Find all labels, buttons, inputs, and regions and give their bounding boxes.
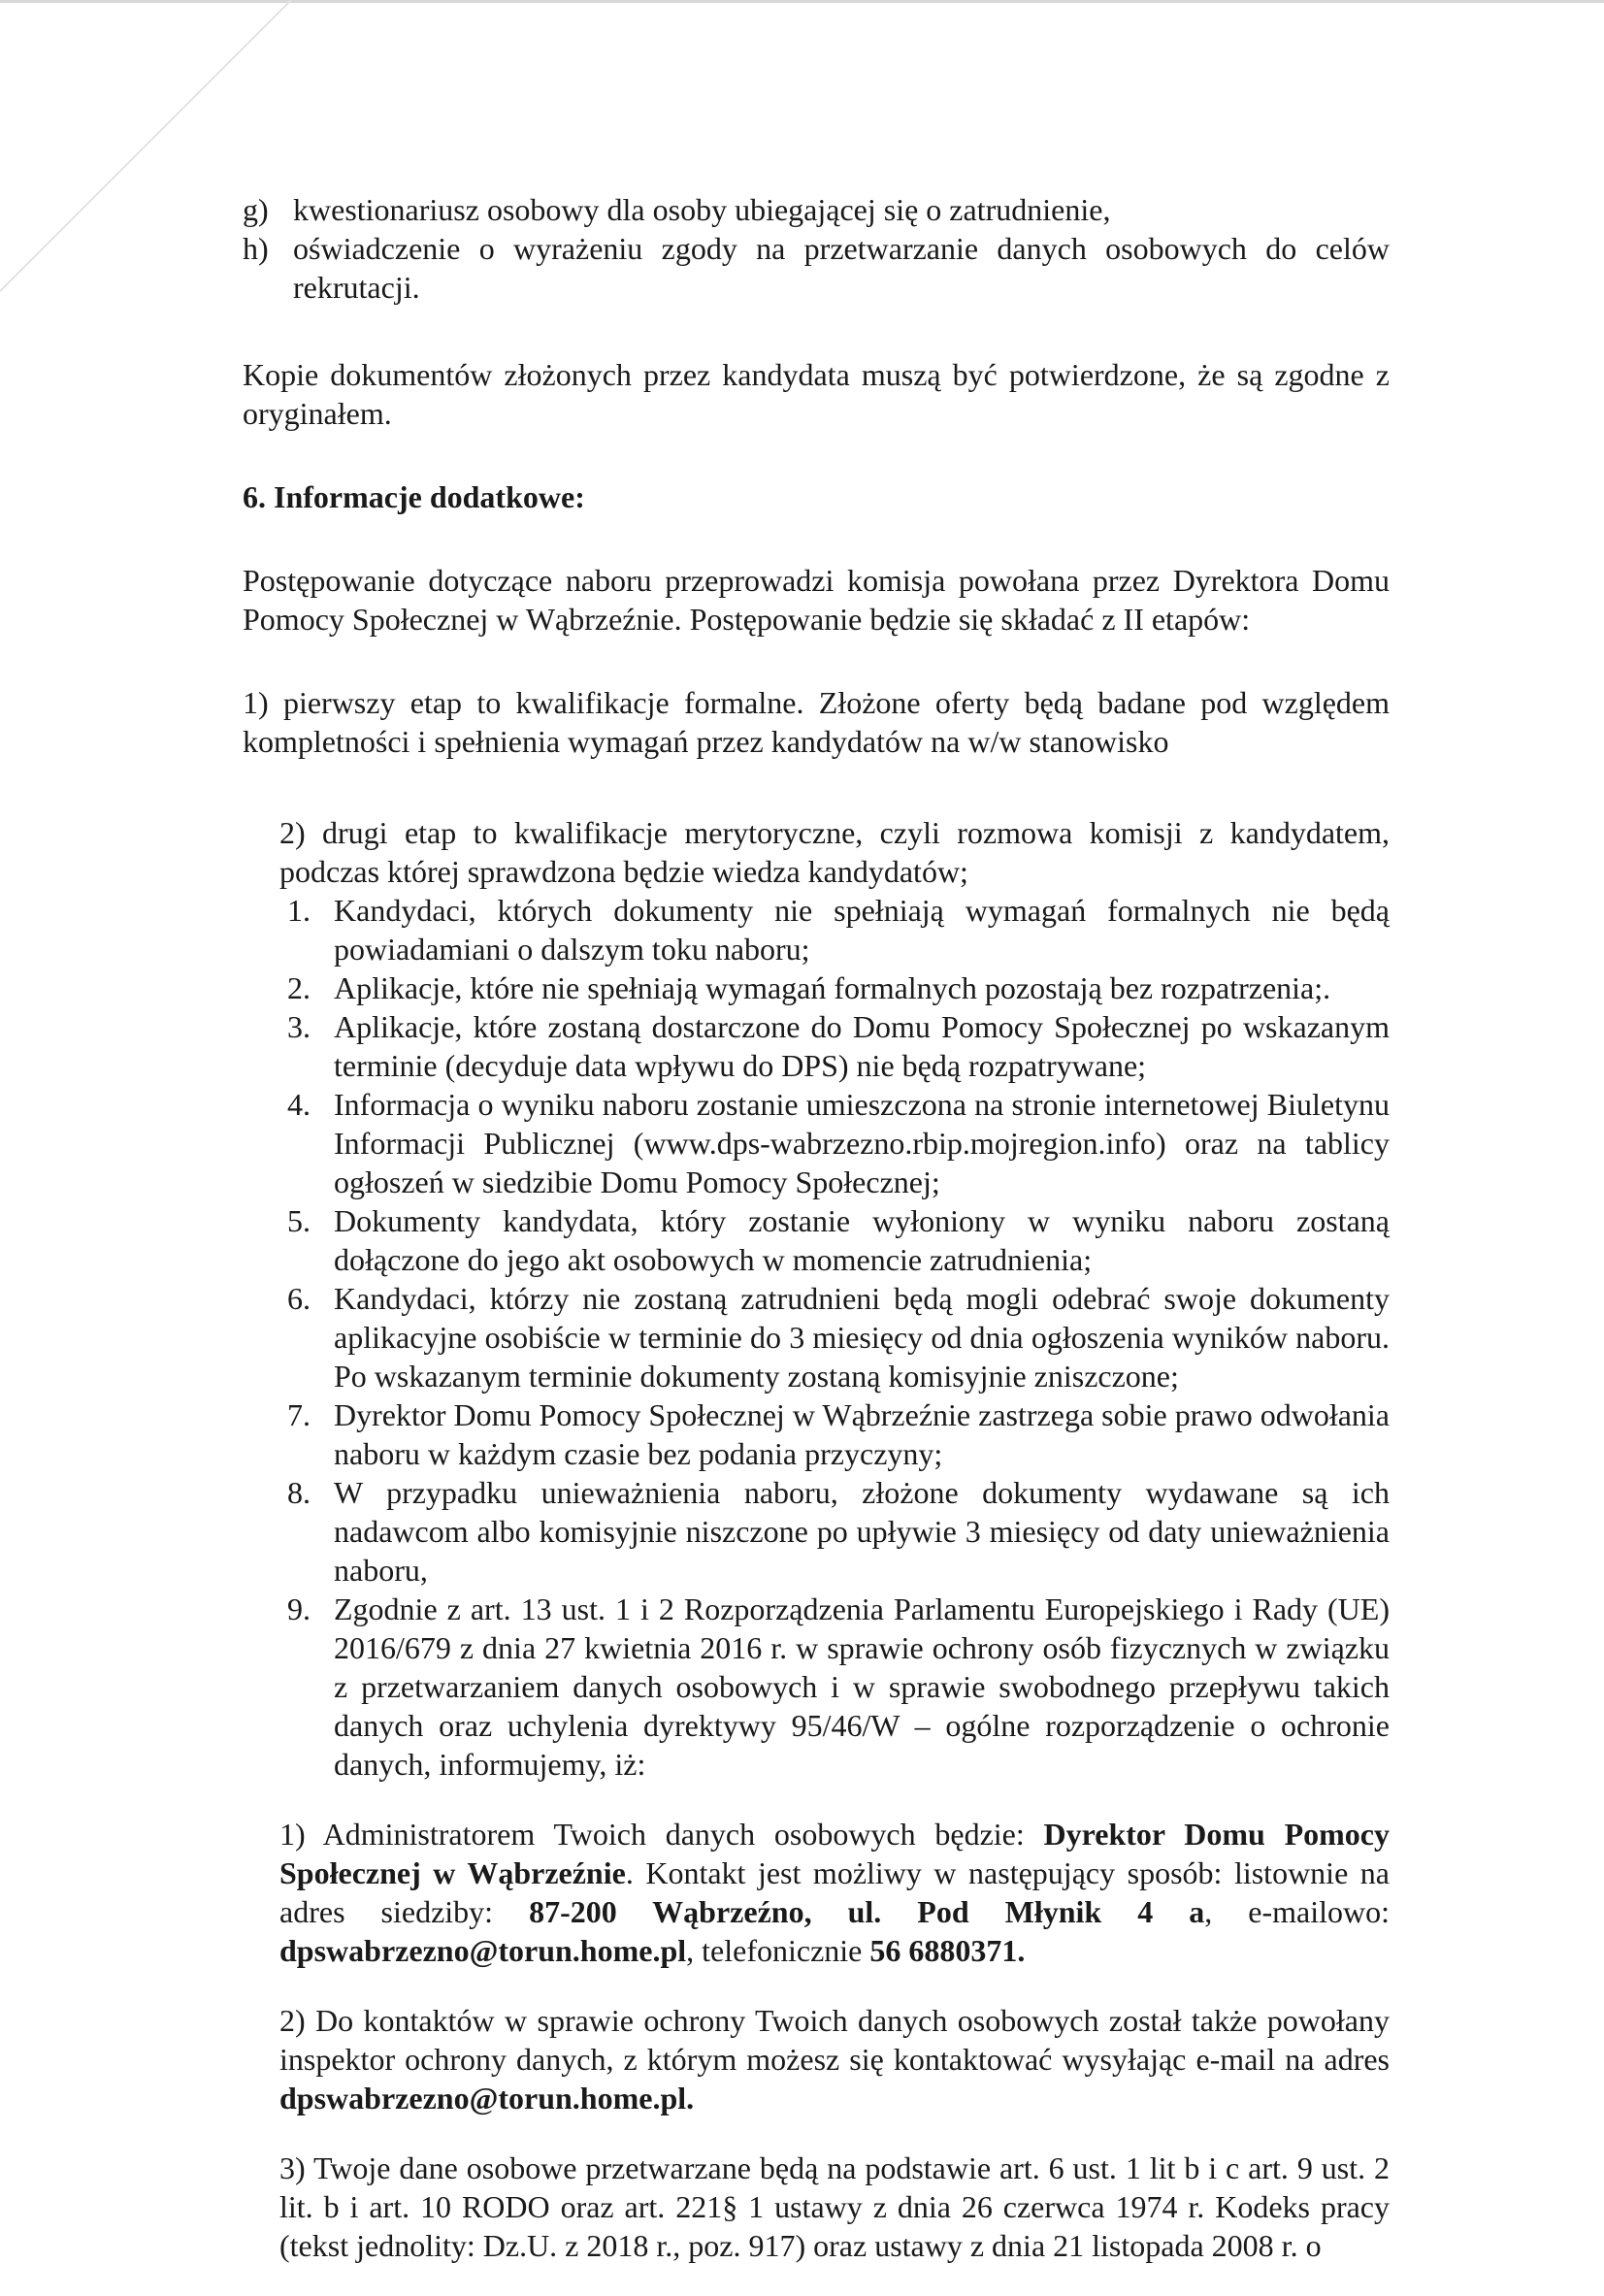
numbered-item-7 [287,1395,1390,1473]
section-6-heading: 6. Informacje dodatkowe: [243,479,585,514]
numbered-item-6 [287,1279,1390,1395]
numbered-item-4 [287,1085,1390,1201]
numbered-item-8 [287,1473,1390,1590]
list-item-g [243,190,1390,229]
item-number: 4. [287,1087,311,1122]
contact-phone: 56 6880371. [869,1933,1026,1968]
gdpr-1-text: , telefonicznie [686,1933,870,1968]
postal-address: 87-200 Wąbrzeźno, ul. Pod Młynik 4 a [529,1894,1205,1929]
gdpr-point-3: 3) Twoje dane osobowe przetwarzane będą na podstawie art. 6 ust. 1 lit b i c art. 9 ust. 2 lit. b i art. 10 RODO oraz art. 221§ 1 ustawy z dnia 26 czerwca 1974 r. Kodeks pracy (tekst jednolity: Dz.U. z 2018 r., poz. 917) oraz ustawy z dnia 21 listopada 2008 r. o [279,2150,1390,2263]
item-number: 2. [287,970,311,1005]
gdpr-point-1 [243,1815,1390,1970]
item-text: W przypadku unieważnienia naboru, złożone dokumenty wydawane są ich nadawcom albo komisyjnie niszczone po upływie 3 miesięcy od daty unieważnienia naboru, [334,1475,1390,1588]
stage-2-block [243,813,1390,891]
gdpr-1-text: , e-mailowo: [1204,1894,1391,1929]
list-marker: h) [243,231,269,266]
item-number: 1. [287,893,311,928]
item-number: 7. [287,1397,311,1432]
numbered-item-3 [287,1007,1390,1085]
item-text: Kandydaci, którzy nie zostaną zatrudnieni będą mogli odebrać swoje dokumenty aplikacyjne osobiście w terminie do 3 miesięcy od dnia ogłoszenia wyników naboru. Po wskazanym terminie dokumenty zostaną komisyjnie zniszczone; [334,1281,1390,1394]
numbered-item-2 [287,968,1390,1007]
gdpr-1-text: 1) Administratorem Twoich danych osobowych będzie: [279,1817,1044,1852]
item-text: Kandydaci, których dokumenty nie spełniają wymagań formalnych nie będą powiadamiani o dalszym toku naboru; [334,893,1390,967]
stage-2: 2) drugi etap to kwalifikacje merytoryczne, czyli rozmowa komisji z kandydatem, podczas której sprawdzona będzie wiedza kandydatów; [279,815,1390,889]
item-text: Aplikacje, które nie spełniają wymagań formalnych pozostają bez rozpatrzenia;. [334,970,1331,1005]
section-6-intro: Postępowanie dotyczące naboru przeprowadzi komisja powołana przez Dyrektora Domu Pomocy Społecznej w Wąbrzeźnie. Postępowanie będzie się składać z II etapów: [243,563,1390,637]
item-text: Informacja o wyniku naboru zostanie umieszczona na stronie internetowej Biuletynu Informacji Publicznej (www.dps-wabrzezno.rbip.mojregion.info) oraz na tablicy ogłoszeń w siedzibie Domu Pomocy Społecznej; [334,1087,1390,1199]
numbered-item-9 [287,1590,1390,1784]
dpo-email: dpswabrzezno@torun.home.pl. [279,2081,695,2116]
list-item-h [243,229,1390,307]
item-number: 5. [287,1203,311,1238]
item-text: Dokumenty kandydata, który zostanie wyłoniony w wyniku naboru zostaną dołączone do jego akt osobowych w momencie zatrudnienia; [334,1203,1390,1277]
document-content [243,190,1390,2296]
numbered-item-1 [287,891,1390,968]
list-text: kwestionariusz osobowy dla osoby ubiegającej się o zatrudnienie, [293,192,1111,227]
item-text: Aplikacje, które zostaną dostarczone do Domu Pomocy Społecznej po wskazanym terminie (decyduje data wpływu do DPS) nie będą rozpatrywane; [334,1009,1390,1083]
list-text: oświadczenie o wyrażeniu zgody na przetwarzanie danych osobowych do celów rekrutacji. [293,231,1390,305]
gdpr-1-text: . Kontakt jest możliwy w następujący sposób: listownie na adres siedziby: [279,1855,1391,1929]
item-number: 8. [287,1475,311,1510]
numbered-item-5 [287,1201,1390,1279]
item-number: 9. [287,1591,311,1626]
gdpr-point-2 [243,2001,1390,2117]
item-number: 6. [287,1281,311,1316]
copies-note: Kopie dokumentów złożonych przez kandydata muszą być potwierdzone, że są zgodne z oryginałem. [243,357,1390,431]
item-text: Dyrektor Domu Pomocy Społecznej w Wąbrzeźnie zastrzega sobie prawo odwołania naboru w każdym czasie bez podania przyczyny; [334,1397,1390,1471]
administrator-name: Dyrektor Domu Pomocy Społecznej w Wąbrzeźnie [279,1817,1390,1890]
item-number: 3. [287,1009,311,1044]
item-text: Zgodnie z art. 13 ust. 1 i 2 Rozporządzenia Parlamentu Europejskiego i Rady (UE) 2016/679 z dnia 27 kwietnia 2016 r. w sprawie ochrony osób fizycznych w związku z przetwarzaniem danych osobowych i w sprawie swobodnego przepływu takich danych oraz uchylenia dyrektywy 95/46/W – ogólne rozporządzenie o ochronie danych, informujemy, iż: [334,1591,1390,1782]
list-marker: g) [243,192,269,227]
gdpr-2-text: 2) Do kontaktów w sprawie ochrony Twoich danych osobowych został także powołany inspektor ochrony danych, z którym możesz się kontaktować wysyłając e-mail na adres [279,2003,1390,2077]
stage-1: 1) pierwszy etap to kwalifikacje formalne. Złożone oferty będą badane pod względem kompletności i spełnienia wymagań przez kandydatów na w/w stanowisko [243,685,1390,759]
contact-email: dpswabrzezno@torun.home.pl [279,1933,687,1968]
